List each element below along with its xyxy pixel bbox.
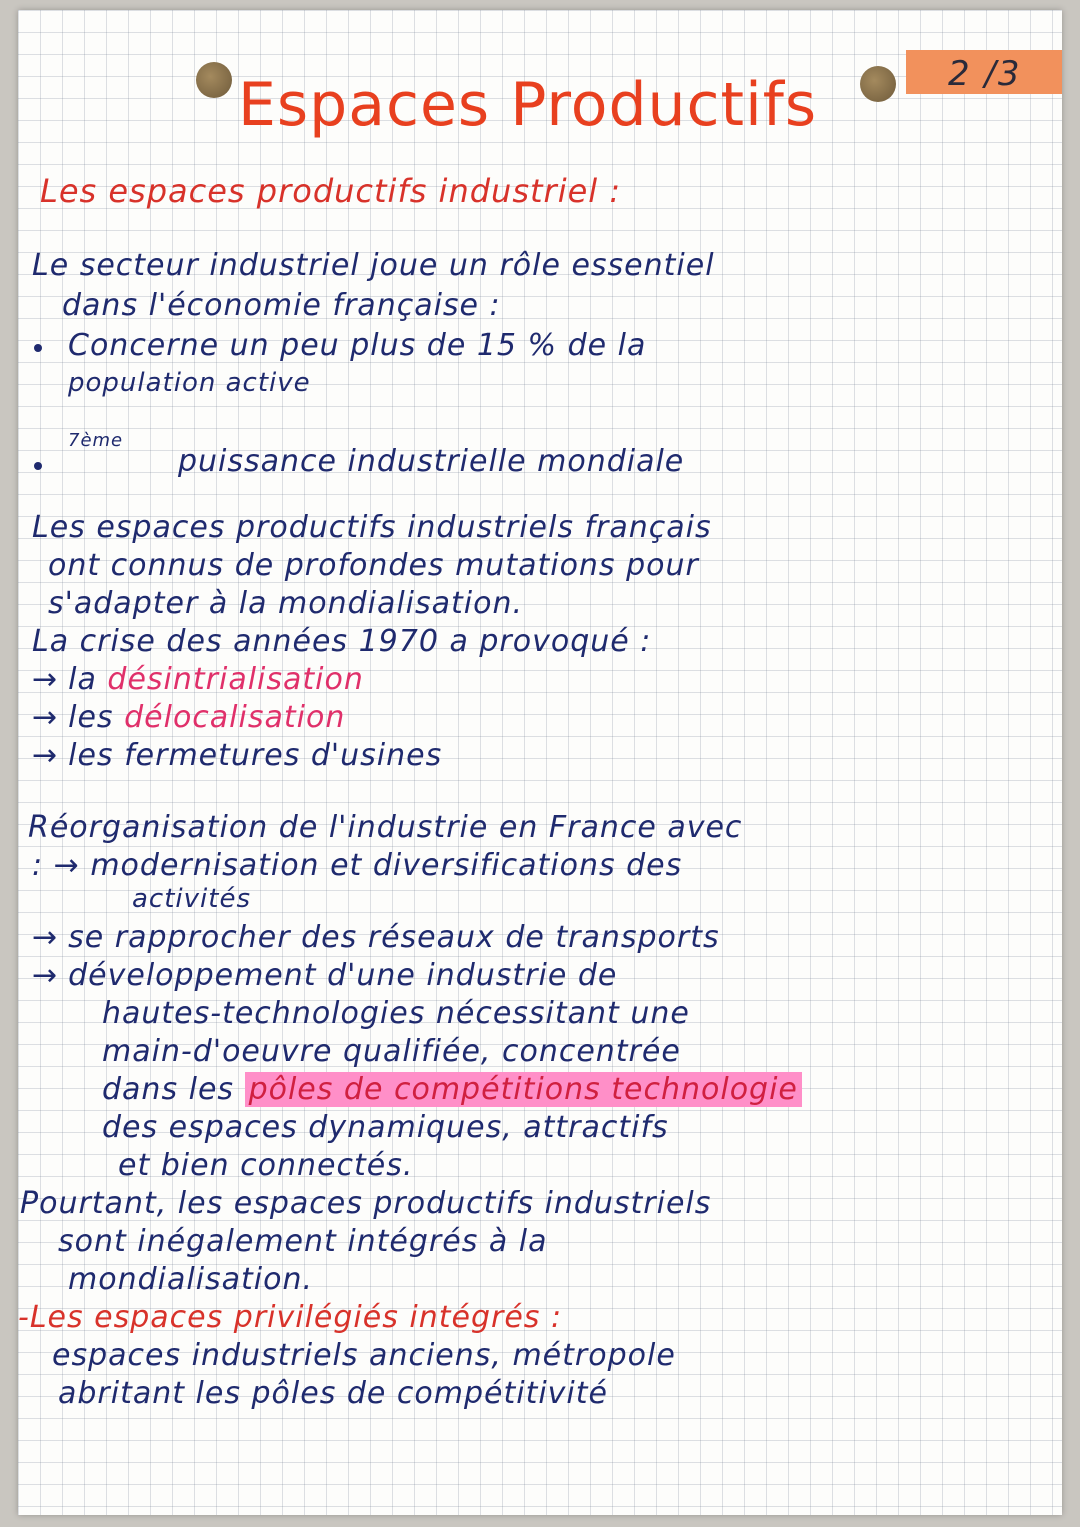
term-desindustrialisation: désintrialisation xyxy=(107,662,364,697)
reorg-item-3-line-6: et bien connectés. xyxy=(118,1148,414,1183)
reorg-item-3-line-2: hautes-technologies nécessitant une xyxy=(102,996,690,1031)
highlight-poles: pôles de compétitions technologie xyxy=(245,1072,802,1107)
reorg-heading: Réorganisation de l'industrie en France avec xyxy=(28,810,743,845)
mutations-line-4: La crise des années 1970 a provoqué : xyxy=(32,624,652,659)
reorg-item-1-line-1: : → modernisation et diversifications des xyxy=(32,848,683,883)
reorg-item-3-line-1: → développement d'une industrie de xyxy=(32,958,618,993)
reorg-item-3-line-5: des espaces dynamiques, attractifs xyxy=(102,1110,669,1145)
note-card xyxy=(18,10,1062,1515)
bullet-2-text: puissance industrielle mondiale xyxy=(178,444,685,479)
mutations-line-1: Les espaces productifs industriels français xyxy=(32,510,712,545)
consequence-item-2: → les délocalisation xyxy=(32,700,346,735)
bullet-dot xyxy=(34,462,42,470)
reorg-item-3-line-3: main-d'oeuvre qualifiée, concentrée xyxy=(102,1034,681,1069)
arrow-icon: → xyxy=(32,662,59,697)
bullet-dot xyxy=(34,344,42,352)
mutations-line-3: s'adapter à la mondialisation. xyxy=(48,586,524,621)
page-number: 2 /3 xyxy=(948,54,1022,94)
arrow-icon: → xyxy=(32,958,59,993)
term-delocalisation: délocalisation xyxy=(124,700,346,735)
bullet-1-line-1: Concerne un peu plus de 15 % de la xyxy=(68,328,647,363)
reorg-item-3-line-4: dans les pôles de compétitions technologie xyxy=(102,1072,802,1107)
privileged-heading: -Les espaces privilégiés intégrés : xyxy=(18,1300,563,1335)
reorg-item-1-line-2: activités xyxy=(132,884,251,914)
bullet-1-line-2: population active xyxy=(68,368,311,398)
intro-line-1: Le secteur industriel joue un rôle essentiel xyxy=(32,248,715,283)
consequence-item-3: → les fermetures d'usines xyxy=(32,738,443,773)
privileged-line-2: abritant les pôles de compétitivité xyxy=(58,1376,608,1411)
pourtant-line-2: sont inégalement intégrés à la xyxy=(58,1224,548,1259)
mutations-line-2: ont connus de profondes mutations pour xyxy=(48,548,699,583)
consequence-item-1: → la désintrialisation xyxy=(32,662,364,697)
page-title: Espaces Productifs xyxy=(238,70,818,140)
reorg-item-2: → se rapprocher des réseaux de transports xyxy=(32,920,720,955)
pourtant-line-1: Pourtant, les espaces productifs industriels xyxy=(20,1186,712,1221)
arrow-icon: → xyxy=(32,700,59,735)
punch-hole-right xyxy=(860,66,896,102)
pourtant-line-3: mondialisation. xyxy=(68,1262,314,1297)
arrow-icon: → xyxy=(32,920,59,955)
rank-superscript: 7ème xyxy=(68,430,124,451)
punch-hole-left xyxy=(196,62,232,98)
privileged-line-1: espaces industriels anciens, métropole xyxy=(52,1338,676,1373)
intro-line-2: dans l'économie française : xyxy=(62,288,501,323)
section-heading: Les espaces productifs industriel : xyxy=(40,172,622,210)
arrow-icon: → xyxy=(32,738,59,773)
